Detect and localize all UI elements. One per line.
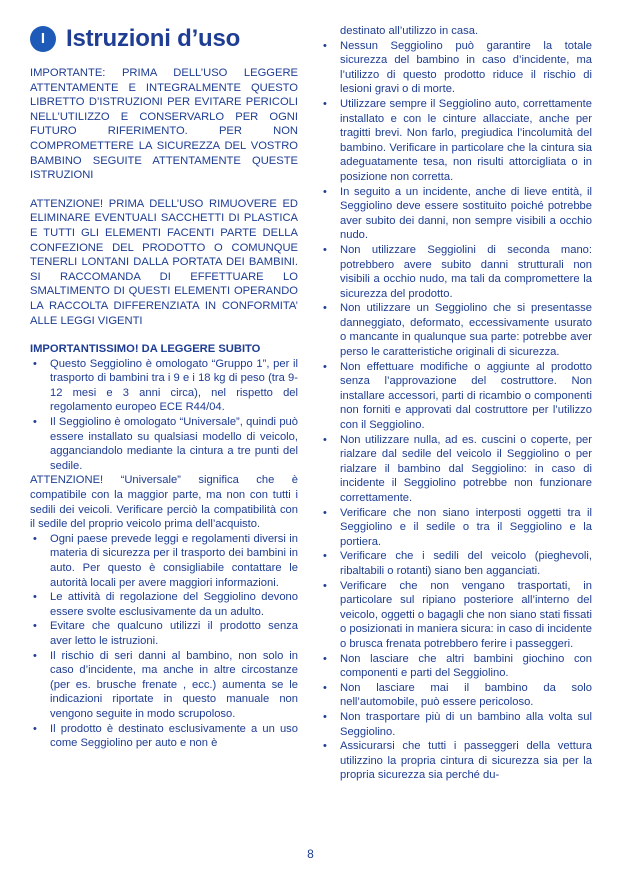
section-heading: IMPORTANTISSIMO! DA LEGGERE SUBITO [30, 343, 261, 356]
list-item: • Il Seggiolino è omologato “Universale”, quindi può essere installato su qualsiasi modello di veicolo, agganciandolo mediante la cintura a tre punti del sedile. [33, 416, 298, 472]
bullet-list-c [320, 39, 592, 783]
list-item: • Verificare che non siano interposti oggetti tra il Seggiolino e il sedile o tra il Seggiolino e la portiera. [323, 506, 592, 548]
list-item: • Verificare che i sedili del veicolo (pieghevoli, ribaltabili o rotanti) siano ben agganciati. [323, 550, 592, 577]
list-item: • Le attività di regolazione del Seggiolino devono essere svolte esclusivamente da un adulto. [33, 591, 298, 618]
list-item: • Verificare che non vengano trasportati, in particolare sul ripiano posteriore all’interno del veicolo, oggetti o bagagli che non siano stati fissati o posizionati in maniera sicura: in caso di incidente o brusca frenata potrebbero ferire i passeggeri. [323, 579, 592, 650]
list-item: • Non lasciare mai il bambino da solo nell’automobile, può essere pericoloso. [323, 681, 592, 709]
list-item: • Non lasciare che altri bambini giochino con componenti e parti del Seggiolino. [323, 652, 592, 680]
list-item: • Non trasportare più di un bambino alla volta sul Seggiolino. [323, 710, 592, 738]
list-item: • Non utilizzare Seggiolini di seconda mano: potrebbero avere subito danni strutturali non visibili a occhio nudo, ma tali da compromettere la sicurezza del prodotto. [323, 243, 592, 300]
universal-note: ATTENZIONE! “Universale” significa che è compatibile con la maggior parte, ma non con tutti i sedili dei veicoli. Verificare perciò la compatibilità con il sedile del proprio veicolo prima dell’acquisto. [30, 474, 298, 531]
list-item: • Assicurarsi che tutti i passeggeri della vettura utilizzino la propria cintura di sicurezza sia per la propria sicurezza sia perché du- [323, 740, 592, 782]
list-item: • Evitare che qualcuno utilizzi il prodotto senza aver letto le istruzioni. [33, 620, 298, 647]
list-item: • Non utilizzare un Seggiolino che si presentasse danneggiato, deformato, eccessivamente usurato o mancante in qualunque sua parte: potrebbe aver perso le caratteristiche originali di sicurezza. [323, 302, 592, 359]
list-item: • Il prodotto è destinato esclusivamente a un uso come Seggiolino per auto e non è [33, 722, 298, 750]
list-item: • Il rischio di seri danni al bambino, non solo in caso d’incidente, ma anche in altre circostanze (per es. brusche frenate , ecc.) aumenta se le indicazioni riportate in questo manuale non vengono seguite in modo scrupoloso. [33, 649, 298, 720]
continued-text: destinato all’utilizzo in casa. [340, 25, 479, 37]
list-item: • Ogni paese prevede leggi e regolamenti diversi in materia di sicurezza per il trasporto dei bambini in auto. Per questo è consigliabile contattare le autorità locali per avere maggiori informazioni. [33, 532, 298, 589]
list-item: • Nessun Seggiolino può garantire la totale sicurezza del bambino in caso d’incidente, ma l’utilizzo di questo prodotto riduce il rischio di lesioni gravi o di morte. [323, 39, 592, 96]
language-badge: I [30, 26, 56, 52]
left-column [30, 22, 298, 751]
list-item: • Questo Seggiolino è omologato “Gruppo 1”, per il trasporto di bambini tra i 9 e i 18 kg di peso (tra 9-12 mesi e 3 anni circa), nel rispetto del regolamento europeo ECE R44/04. [33, 357, 298, 414]
page-number: 8 [307, 847, 314, 861]
page-title: Istruzioni d’uso [66, 24, 241, 52]
important-notice: IMPORTANTE: PRIMA DELL’USO LEGGERE ATTENTAMENTE E INTEGRALMENTE QUESTO LIBRETTO D’ISTRUZIONI PER EVITARE PERICOLI NELL’UTILIZZO E CONSERVARLO PER OGNI FUTURO RIFERIMENTO. PER NON COMPROMETTERE LA SICUREZZA DEL VOSTRO BAMBINO SEGUITE ATTENTAMENTE QUESTE ISTRUZIONI [30, 67, 298, 182]
list-item: • Utilizzare sempre il Seggiolino auto, correttamente installato e con le cinture allacciate, anche per tragitti brevi. Non farlo, pregiudica l’incolumità del bambino. Verificare in particolare che la cintura sia adeguatamente tesa, non risulti attorcigliata o in posizione non corretta. [323, 97, 592, 183]
bullet-list-a [30, 357, 298, 474]
bullet-list-b [30, 532, 298, 751]
list-item: • Non effettuare modifiche o aggiunte al prodotto senza l’approvazione del costruttore. Non installare accessori, parti di ricambio o componenti non forniti e approvati dal costruttore per l’utilizzo con il Seggiolino. [323, 360, 592, 432]
list-item: • In seguito a un incidente, anche di lieve entità, il Seggiolino deve essere sostituito poiché potrebbe aver subito dei danni, non sempre visibili a occhio nudo. [323, 185, 592, 242]
right-column [320, 24, 592, 783]
attention-notice: ATTENZIONE! PRIMA DELL’USO RIMUOVERE ED ELIMINARE EVENTUALI SACCHETTI DI PLASTICA E TUTTI GLI ELEMENTI FACENTI PARTE DELLA CONFEZIONE DEL PRODOTTO O COMUNQUE TENERLI LONTANI DALLA PORTATA DEI BAMBINI. SI RACCOMANDA DI EFFETTUARE LO SMALTIMENTO DI QUESTI ELEMENTI OPERANDO LA RACCOLTA DIFFERENZIATA IN CONFORMITA’ ALLE LEGGI VIGENTI [30, 197, 298, 327]
section-header [30, 22, 298, 56]
list-item: • Non utilizzare nulla, ad es. cuscini o coperte, per rialzare dal sedile del veicolo il Seggiolino o per rialzare il bambino dal Seggiolino: in caso di incidente il Seggiolino potrebbe non funzionare correttamente. [323, 433, 592, 504]
